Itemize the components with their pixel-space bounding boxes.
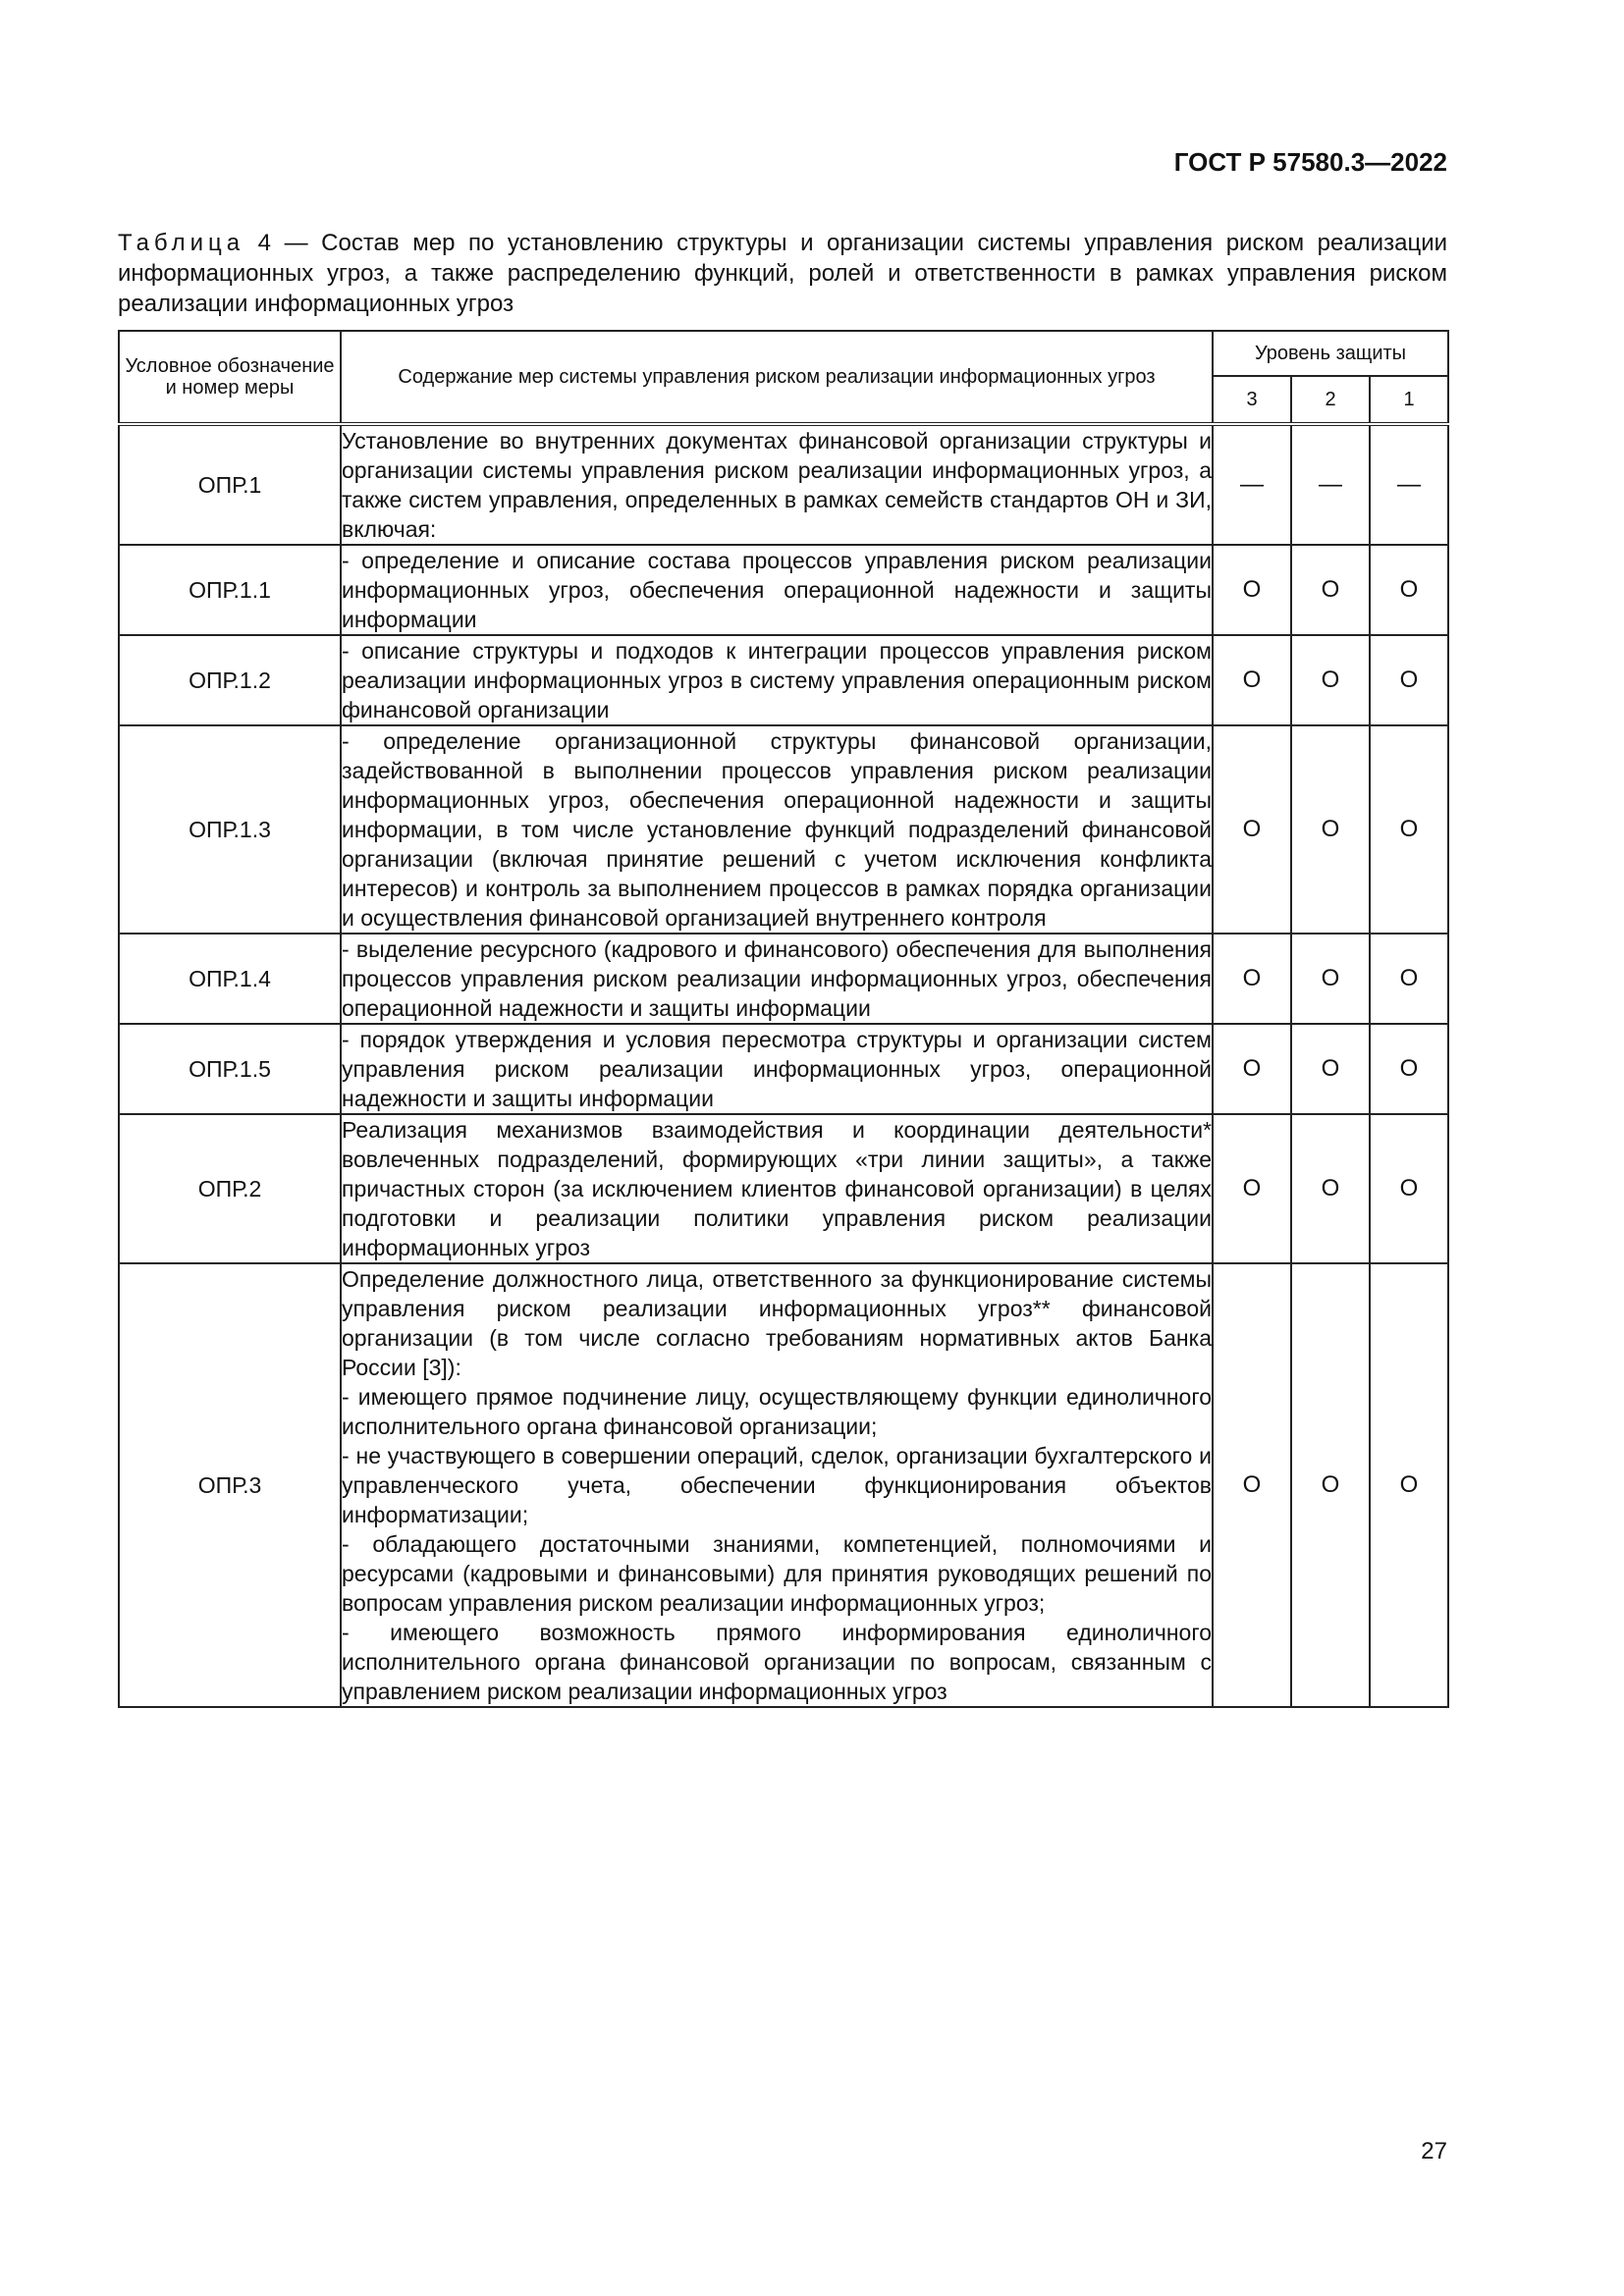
protection-level-1: О bbox=[1370, 545, 1448, 635]
measure-content-line: - определение организационной структуры финансовой организации, задействованной в выполнении процессов управления риском реализации информационных угроз, обеспечения операционной надежности и защиты информации, в том числе установление функций подразделений финансовой организации (включая принятие решений с учетом исключения конфликта интересов) и контроль за выполнением процессов в рамках порядка организации и осуществления финансовой организацией внутреннего контроля bbox=[342, 728, 1212, 931]
measures-table bbox=[118, 330, 1449, 1708]
measure-content bbox=[341, 1024, 1213, 1114]
protection-level-2: О bbox=[1291, 1114, 1370, 1263]
protection-level-3: О bbox=[1213, 545, 1291, 635]
protection-level-1: О bbox=[1370, 934, 1448, 1024]
protection-level-3: О bbox=[1213, 725, 1291, 934]
protection-level-3: О bbox=[1213, 1263, 1291, 1707]
protection-level-1: — bbox=[1370, 424, 1448, 545]
protection-level-1: О bbox=[1370, 635, 1448, 725]
table-row bbox=[119, 725, 1448, 934]
table-caption-text: 4 — Состав мер по установлению структуры и организации системы управления риском реализации информационных угроз, а также распределению функций, ролей и ответственности в рамках управления риском реализации информационных угроз bbox=[118, 230, 1447, 317]
measure-content bbox=[341, 934, 1213, 1024]
measure-content-line: Реализация механизмов взаимодействия и координации деятельности* вовлеченных подразделений, формирующих «три линии защиты», а также причастных сторон (за исключением клиентов финансовой организации) в целях подготовки и реализации политики управления риском реализации информационных угроз bbox=[342, 1117, 1212, 1260]
measure-content-line: - не участвующего в совершении операций, сделок, организации бухгалтерского и управленческого учета, обеспечении функционирования объектов информатизации; bbox=[342, 1443, 1212, 1527]
protection-level-2: О bbox=[1291, 545, 1370, 635]
protection-level-3: О bbox=[1213, 635, 1291, 725]
protection-level-1: О bbox=[1370, 1263, 1448, 1707]
measure-content bbox=[341, 1263, 1213, 1707]
protection-level-1: О bbox=[1370, 725, 1448, 934]
protection-level-2: О bbox=[1291, 1263, 1370, 1707]
measure-content bbox=[341, 635, 1213, 725]
header-level-3: 3 bbox=[1213, 376, 1291, 424]
measure-code: ОПР.1.3 bbox=[119, 725, 341, 934]
protection-level-1: О bbox=[1370, 1114, 1448, 1263]
protection-level-2: — bbox=[1291, 424, 1370, 545]
page-number: 27 bbox=[1421, 2138, 1447, 2164]
measure-content-line: - имеющего возможность прямого информирования единоличного исполнительного органа финансовой организации по вопросам, связанным с управлением риском реализации информационных угроз bbox=[342, 1620, 1212, 1704]
protection-level-3: О bbox=[1213, 1024, 1291, 1114]
protection-level-2: О bbox=[1291, 1024, 1370, 1114]
protection-level-2: О bbox=[1291, 934, 1370, 1024]
header-level-2: 2 bbox=[1291, 376, 1370, 424]
measure-code: ОПР.1.4 bbox=[119, 934, 341, 1024]
protection-level-3: О bbox=[1213, 934, 1291, 1024]
table-body bbox=[119, 424, 1448, 1707]
table-row bbox=[119, 1114, 1448, 1263]
header-content: Содержание мер системы управления риском реализации информационных угроз bbox=[341, 331, 1213, 424]
measure-code: ОПР.1.1 bbox=[119, 545, 341, 635]
measure-content-line: - описание структуры и подходов к интеграции процессов управления риском реализации информационных угроз в систему управления операционным риском финансовой организации bbox=[342, 638, 1212, 722]
measure-content-line: Установление во внутренних документах финансовой организации структуры и организации системы управления риском реализации информационных угроз, а также систем управления, определенных в рамках семейств стандартов ОН и ЗИ, включая: bbox=[342, 428, 1212, 542]
measure-content-line: - выделение ресурсного (кадрового и финансового) обеспечения для выполнения процессов управления риском реализации информационных угроз, обеспечения операционной надежности и защиты информации bbox=[342, 936, 1212, 1021]
measure-content-line: Определение должностного лица, ответственного за функционирование системы управления риском реализации информационных угроз** финансовой организации (в том числе согласно требованиям нормативных актов Банка России [3]): bbox=[342, 1266, 1212, 1380]
header-level-1: 1 bbox=[1370, 376, 1448, 424]
measure-code: ОПР.1.2 bbox=[119, 635, 341, 725]
protection-level-3: О bbox=[1213, 1114, 1291, 1263]
measure-content-line: - определение и описание состава процессов управления риском реализации информационных угроз, обеспечения операционной надежности и защиты информации bbox=[342, 548, 1212, 632]
measure-content bbox=[341, 545, 1213, 635]
measure-code: ОПР.3 bbox=[119, 1263, 341, 1707]
table-row bbox=[119, 424, 1448, 545]
measure-code: ОПР.1 bbox=[119, 424, 341, 545]
table-row bbox=[119, 545, 1448, 635]
measure-code: ОПР.1.5 bbox=[119, 1024, 341, 1114]
measure-content bbox=[341, 1114, 1213, 1263]
protection-level-3: — bbox=[1213, 424, 1291, 545]
table-row bbox=[119, 934, 1448, 1024]
measure-content bbox=[341, 725, 1213, 934]
protection-level-1: О bbox=[1370, 1024, 1448, 1114]
header-code: Условное обозначение и номер меры bbox=[119, 331, 341, 424]
table-row bbox=[119, 1024, 1448, 1114]
measure-content-line: - обладающего достаточными знаниями, компетенцией, полномочиями и ресурсами (кадровыми и финансовыми) для принятия руководящих решений по вопросам управления риском реализации информационных угроз; bbox=[342, 1531, 1212, 1616]
table-caption-label: Таблица bbox=[118, 230, 245, 256]
protection-level-2: О bbox=[1291, 635, 1370, 725]
measure-content bbox=[341, 424, 1213, 545]
header-level: Уровень защиты bbox=[1213, 331, 1448, 376]
protection-level-2: О bbox=[1291, 725, 1370, 934]
table-row bbox=[119, 635, 1448, 725]
table-caption bbox=[118, 228, 1447, 319]
measure-content-line: - порядок утверждения и условия пересмотра структуры и организации систем управления риском реализации информационных угроз, операционной надежности и защиты информации bbox=[342, 1027, 1212, 1111]
document-code: ГОСТ Р 57580.3—2022 bbox=[1173, 147, 1447, 177]
table-row bbox=[119, 1263, 1448, 1707]
measure-code: ОПР.2 bbox=[119, 1114, 341, 1263]
measure-content-line: - имеющего прямое подчинение лицу, осуществляющему функции единоличного исполнительного органа финансовой организации; bbox=[342, 1384, 1212, 1439]
